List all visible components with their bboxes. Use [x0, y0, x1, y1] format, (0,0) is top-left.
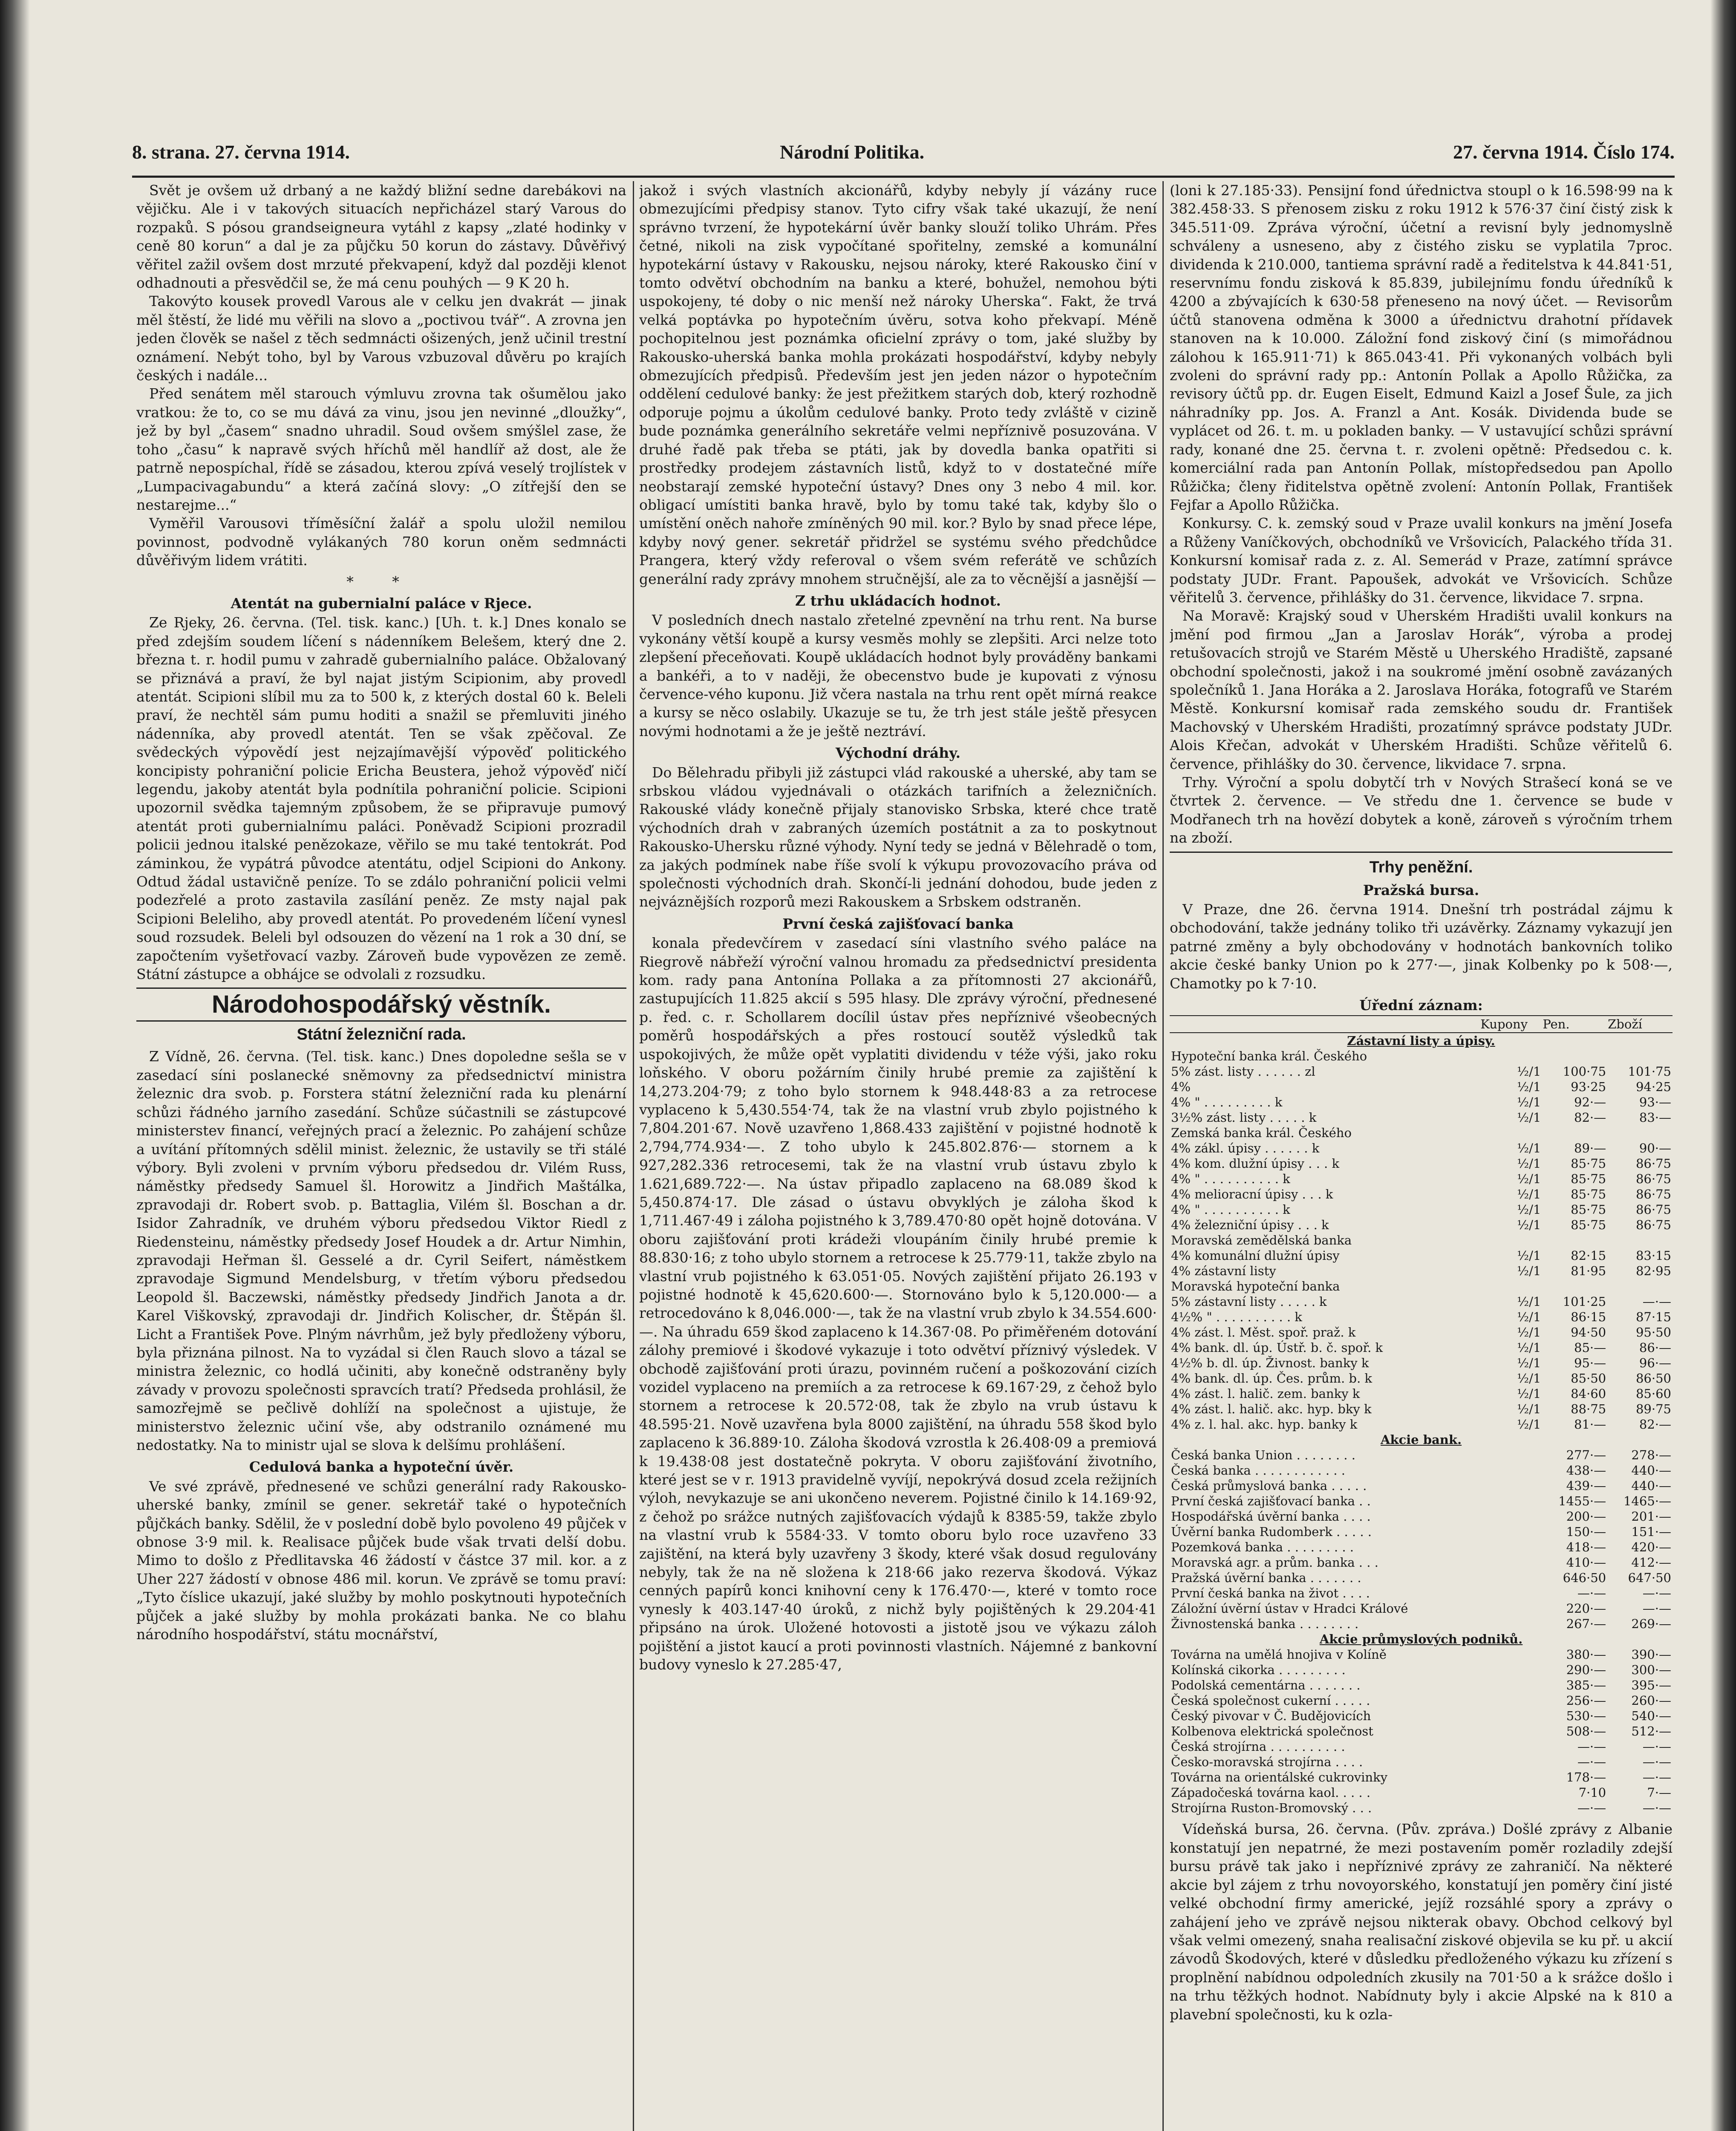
table-cell-name: 4% železniční úpisy . . . k — [1171, 1218, 1329, 1233]
table-cell-zbozi: 86·75 — [1635, 1156, 1671, 1171]
table-cell-zbozi: 440·— — [1631, 1478, 1671, 1493]
column-separator — [1162, 181, 1164, 2131]
table-cell-zbozi: 390·— — [1631, 1647, 1671, 1662]
table-row — [1170, 1048, 1673, 1064]
table-row — [1170, 1064, 1673, 1079]
table-cell-pen: 81·95 — [1571, 1264, 1606, 1279]
table-cell-pen: 220·— — [1566, 1601, 1606, 1616]
table-cell-name: Hospodářská úvěrní banka . . . . — [1171, 1509, 1371, 1524]
header-issue-number: 27. června 1914. Číslo 174. — [1453, 141, 1675, 163]
section-title: Národohospodářský věstník. — [136, 988, 626, 1022]
table-cell-zbozi: 395·— — [1631, 1678, 1671, 1693]
table-row — [1170, 1678, 1673, 1693]
table-row — [1170, 1386, 1673, 1401]
table-group-title: Akcie průmyslových podniků. — [1319, 1632, 1523, 1647]
table-cell-pen: 81·— — [1574, 1417, 1606, 1432]
table-cell-kupony: ½/1 — [1517, 1264, 1541, 1279]
article-heading: Cedulová banka a hypoteční úvěr. — [249, 1458, 514, 1476]
table-row — [1170, 1478, 1673, 1493]
table-cell-pen: 290·— — [1566, 1663, 1606, 1678]
table-row — [1170, 1094, 1673, 1110]
table-cell-name: První česká banka na život . . . . — [1171, 1586, 1370, 1601]
table-group-zastavni — [1170, 1033, 1673, 1432]
header-page-date: 8. strana. 27. června 1914. — [132, 141, 350, 163]
scan-edge-right — [1710, 0, 1736, 2131]
table-cell-name: Podolská cementárna . . . . . . . — [1171, 1678, 1361, 1693]
table-cell-pen: —·— — [1577, 1739, 1606, 1754]
table-cell-kupony: ½/1 — [1517, 1202, 1541, 1217]
table-row — [1170, 1401, 1673, 1417]
quotes-table — [1170, 1015, 1673, 1816]
table-header-row — [1170, 1016, 1673, 1033]
table-cell-pen: 86·15 — [1571, 1310, 1606, 1325]
table-row — [1170, 1110, 1673, 1125]
article-paragraph: Vyměřil Varousovi tříměsíční žalář a spolu uložil nemilou povinnost, podvodně vylákaných 780 korun oněm sedmnácti důvěřivým lidem vrátiti. — [136, 515, 626, 569]
table-row — [1170, 1355, 1673, 1371]
table-row — [1170, 1662, 1673, 1678]
table-cell-kupony — [1480, 1447, 1542, 1463]
table-cell-pen: 89·— — [1574, 1141, 1606, 1156]
table-row — [1170, 1770, 1673, 1785]
table-cell-pen — [1542, 1233, 1607, 1248]
table-cell-kupony: ½/1 — [1517, 1386, 1541, 1401]
table-cell-zbozi: —·— — [1642, 1739, 1671, 1754]
section-title: Trhy peněžní. — [1369, 858, 1473, 876]
article-paragraph: Trhy. Výroční a spolu dobytčí trh v Nových Strašecí koná se ve čtvrtek 2. července. — Ve středu dne 1. července se bude v Modřanech trh na hovězí dobytek a koně, zároveň s výročním trhem na zboží. — [1170, 774, 1673, 846]
table-cell-name: Továrna na umělá hnojiva v Kolíně — [1171, 1647, 1387, 1662]
table-cell-name: Západočeská továrna kaol. . . . . — [1171, 1785, 1371, 1800]
table-row — [1170, 1693, 1673, 1708]
table-cell-name: Zemská banka král. Českého — [1171, 1126, 1352, 1141]
table-row — [1170, 1279, 1673, 1294]
table-cell-zbozi: 82·95 — [1635, 1264, 1671, 1279]
table-cell-kupony: ½/1 — [1517, 1187, 1541, 1202]
table-cell-kupony — [1480, 1279, 1542, 1294]
section-rule — [1170, 852, 1673, 853]
table-cell-kupony — [1480, 1754, 1542, 1770]
masthead-title: Národní Politika. — [780, 141, 925, 163]
table-cell-zbozi: 93·— — [1639, 1095, 1671, 1110]
table-cell-zbozi — [1607, 1279, 1673, 1294]
table-cell-pen: 7·10 — [1578, 1785, 1606, 1800]
header-rule — [132, 176, 1675, 178]
table-cell-name: 4% komunální dlužní úpisy — [1171, 1248, 1340, 1263]
table-cell-name: 4½% b. dl. úp. Živnost. banky k — [1171, 1356, 1369, 1371]
table-row — [1170, 1570, 1673, 1585]
article-heading: Východní dráhy. — [835, 745, 961, 762]
table-cell-pen: 93·25 — [1571, 1080, 1606, 1094]
table-row — [1170, 1493, 1673, 1509]
table-row — [1170, 1785, 1673, 1800]
table-cell-pen: 418·— — [1566, 1540, 1606, 1555]
article-paragraph: V Praze, dne 26. června 1914. Dnešní trh postrádal zájmu k obchodování, takže jednány toliko tři uzávěrky. Záznamy vykazují jen patrné změny a byly obchodovány v hodnotách bankovních toliko akcie české banky Union po k 277·—, jinak Kolbenky po k 508·—, Chamotky po k 7·10. — [1170, 901, 1673, 992]
table-cell-kupony — [1480, 1555, 1542, 1570]
article-heading: Pražská bursa. — [1363, 881, 1479, 898]
table-cell-kupony — [1480, 1601, 1542, 1616]
table-cell-kupony: ½/1 — [1517, 1172, 1541, 1187]
table-cell-pen — [1542, 1279, 1607, 1294]
table-cell-name: 4% " . . . . . . . . . . k — [1171, 1172, 1290, 1187]
table-cell-name: Česká strojírna . . . . . . . . . . — [1171, 1739, 1345, 1754]
table-cell-kupony: ½/1 — [1517, 1218, 1541, 1233]
table-cell-zbozi: 95·50 — [1635, 1325, 1671, 1340]
table-cell-pen: 95·— — [1574, 1356, 1606, 1371]
table-cell-pen: 385·— — [1566, 1678, 1606, 1693]
table-row — [1170, 1724, 1673, 1739]
table-cell-pen: —·— — [1577, 1801, 1606, 1816]
table-cell-zbozi: 1465·— — [1623, 1494, 1671, 1509]
table-cell-name: Moravská agr. a prům. banka . . . — [1171, 1555, 1378, 1570]
table-row — [1170, 1585, 1673, 1601]
table-cell-zbozi: 7·— — [1647, 1785, 1671, 1800]
article-paragraph: Před senátem měl starouch výmluvu zrovna tak ošumělou jako vratkou: že to, co se mu dává za vinu, jsou jen nevinné „dloužky“, jež by byl „časem“ snadno uhradil. Soud ovšem smýšlel zase, že toho „času“ k napravě svých hříchů měl handlíř až dost, ale že patrně nepospíchal, řídě se zásadou, kterou zpívá veselý trojlístek v „Lumpacivagabundu“ a která začíná slovy: „O zítřejší den se nestarejme...“ — [136, 385, 626, 513]
table-cell-pen: 82·15 — [1571, 1248, 1606, 1263]
table-cell-kupony: ½/1 — [1517, 1356, 1541, 1371]
table-cell-name: Továrna na orientálské cukrovinky — [1171, 1770, 1388, 1785]
table-cell-name: Živnostenská banka . . . . . . . . — [1171, 1617, 1359, 1631]
table-row — [1170, 1616, 1673, 1631]
table-cell-pen: 256·— — [1566, 1693, 1606, 1708]
table-cell-kupony: ½/1 — [1517, 1371, 1541, 1386]
table-header-name — [1170, 1016, 1480, 1033]
table-cell-kupony: ½/1 — [1517, 1402, 1541, 1417]
table-cell-pen: 646·50 — [1563, 1571, 1606, 1585]
article-paragraph: Konkursy. C. k. zemský soud v Praze uvalil konkurs na jmění Josefa a Růženy Vaníčkových, obchodníků ve Vršovicích, Palackého třída 31. Konkursní komisař rada z. z. Al. Semerád v Praze, zatímní správce podstaty JUDr. Frant. Papoušek, advokát ve Vršovicích. Schůze věřitelů 3. července, přihlášky do 31. července, likvidace 7. srpna. — [1170, 515, 1673, 606]
table-cell-pen: 100·75 — [1563, 1064, 1606, 1079]
table-cell-zbozi: 96·— — [1639, 1356, 1671, 1371]
table-cell-pen — [1542, 1125, 1607, 1141]
table-cell-kupony — [1480, 1233, 1542, 1248]
table-cell-pen: 85·50 — [1571, 1371, 1606, 1386]
table-cell-pen: 178·— — [1566, 1770, 1606, 1785]
table-cell-zbozi: 278·— — [1631, 1448, 1671, 1463]
page-header — [132, 141, 1675, 179]
table-row — [1170, 1739, 1673, 1754]
table-cell-zbozi: 269·— — [1631, 1617, 1671, 1631]
table-cell-name: 4% zást. l. halič. akc. hyp. bky k — [1171, 1402, 1372, 1417]
table-cell-pen: 508·— — [1566, 1724, 1606, 1739]
table-cell-name: 4% bank. dl. úp. Čes. prům. b. k — [1171, 1371, 1373, 1386]
table-cell-pen: 267·— — [1566, 1617, 1606, 1631]
table-row — [1170, 1171, 1673, 1187]
table-cell-kupony — [1480, 1048, 1542, 1064]
table-row — [1170, 1248, 1673, 1263]
table-cell-pen: 84·60 — [1571, 1386, 1606, 1401]
table-caption: Úřední záznam: — [1359, 997, 1483, 1014]
article-paragraph: Ze Rjeky, 26. června. (Tel. tisk. kanc.) [Uh. t. k.] Dnes konalo se před zdejším soudem líčení s nádenníkem Belešem, který dne 2. března t. r. hodil pumu v zahradě gubernialního paláce. Obžalovaný se přiznává a praví, že byl najat jistým Scipionim, aby provedl atentát. Scipioni slíbil mu za to 500 k, z kterých dostal 60 k. Beleli praví, že nechtěl sám pumu hoditi a snažil se přemluviti jiného nádenníka, aby provedl atentát. Ten se však zpěčoval. Ze svědeckých výpovědí jest nejzajímavější výpověď politického koncipisty pohraniční policie Ericha Beustera, jehož výpověď ničí legendu, jakoby atentát byla podnítila pohraniční policie. Scipioni upozornil svědka tajemným způsobem, že se připravuje pumový atentát proti gubernialnímu paláci. Poněvadž Scipioni prozradil policii jednou italské penězokaze, věřilo se mu také tentokrát. Pod záminkou, že vypátrá původce atentátu, odjel Scipioni do Ankony. Odtud žádal ustavičně peníze. To se zdálo pohraniční policii velmi podezřelé a proto zastavila zasílání peněz. Ze msty najal pak Scipioni Beleliho, aby provedl atentát. Po provedeném líčení vynesl soud rozsudek. Beleli byl odsouzen do vězení na 1 rok a 30 dní, se započtením vyšetřovací vazby. Zároveň bude vypovězen ze země. Státní zástupce a obhájce se odvolali z rozsudku. — [136, 614, 626, 983]
table-cell-zbozi: 89·75 — [1635, 1402, 1671, 1417]
table-cell-kupony: ½/1 — [1517, 1110, 1541, 1125]
table-cell-pen: 410·— — [1566, 1555, 1606, 1570]
table-cell-kupony: ½/1 — [1517, 1141, 1541, 1156]
table-row — [1170, 1187, 1673, 1202]
table-row — [1170, 1754, 1673, 1770]
table-cell-kupony: ½/1 — [1517, 1095, 1541, 1110]
table-cell-kupony — [1480, 1785, 1542, 1800]
table-cell-kupony — [1480, 1708, 1542, 1724]
table-cell-kupony — [1480, 1739, 1542, 1754]
table-cell-name: Česko-moravská strojírna . . . . — [1171, 1755, 1363, 1770]
table-cell-pen: 85·75 — [1571, 1156, 1606, 1171]
table-cell-pen: 277·— — [1566, 1448, 1606, 1463]
table-row — [1170, 1708, 1673, 1724]
table-cell-kupony — [1480, 1524, 1542, 1539]
table-row — [1170, 1417, 1673, 1432]
table-cell-pen: 94·50 — [1571, 1325, 1606, 1340]
article-heading: Z trhu ukládacích hodnot. — [795, 592, 1001, 609]
table-cell-zbozi: 86·75 — [1635, 1172, 1671, 1187]
article-paragraph: (loni k 27.185·33). Pensijní fond úřednictva stoupl o k 16.598·99 na k 382.458·33. S přenosem zisku z roku 1912 k 576·37 činí čistý zisk k 345.511·09. Zpráva výroční, účetní a revisní byly jednomyslně schváleny a usneseno, aby z čistého zisku se vyplatila 7proc. dividenda k 210.000, tantiema správní radě a ředitelstva k 44.841·51, reservnímu fondu zisková k 85.839, jubilejnímu fondu úředníků k 4200 a zbývajících k 630·58 přeneseno na nový účet. — Revisorům účtů stanovena odměna k 3000 a úřednictvu drahotní přídavek stanoven na k 10.000. Záložní fond ziskový činí (s mimořádnou zálohou k 165.911·71) k 865.043·41. Při vykonaných volbách byli zvoleni do správní rady pp.: Antonín Pollak a Apollo Růžička, za revisory účtů pp. dr. Eugen Eiselt, Edmund Kaizl a Josef Šule, za jich náhradníky pp. Jos. A. Franzl a Ant. Kosák. Dividenda bude se vyplácet od 26. t. m. u pokladen banky. — V ustavující schůzi správní rady, konané dne 25. června t. r. zvoleni opětně: Předsedou c. k. komerciální rada pan Antonín Pollak, místopředsedou pan Apollo Růžička; členy řiditelstva opětně zvolení: Antonín Pollak, František Fejfar a Apollo Růžička. — [1170, 182, 1673, 513]
table-cell-name: Kolbenova elektrická společnost — [1171, 1724, 1373, 1739]
table-cell-zbozi: 420·— — [1631, 1540, 1671, 1555]
table-cell-name: První česká zajišťovací banka . . — [1171, 1494, 1371, 1509]
table-cell-kupony — [1480, 1539, 1542, 1555]
table-cell-zbozi: 94·25 — [1635, 1080, 1671, 1094]
table-cell-zbozi: 86·75 — [1635, 1218, 1671, 1233]
table-cell-zbozi: —·— — [1642, 1801, 1671, 1816]
table-cell-zbozi: —·— — [1642, 1770, 1671, 1785]
table-cell-zbozi: —·— — [1642, 1755, 1671, 1770]
table-cell-kupony — [1480, 1800, 1542, 1816]
table-cell-kupony — [1480, 1463, 1542, 1478]
table-cell-pen: 92·— — [1574, 1095, 1606, 1110]
article-heading: Státní železniční rada. — [297, 1025, 466, 1044]
table-cell-zbozi: 82·— — [1639, 1417, 1671, 1432]
table-row — [1170, 1447, 1673, 1463]
article-paragraph: Takovýto kousek provedl Varous ale v celku jen dvakrát — jinak měl štěstí, že lidé mu věřili na slovo a „poctivou tvář“. A zrovna jen jeden člověk se našel z těch sedmnácti ošizených, jenž učinil trestní oznámení. Nebýt toho, byl by Varous vzbuzoval důvěru po krajích českých i nadále... — [136, 293, 626, 384]
table-cell-name: 3½% zást. listy . . . . . k — [1171, 1110, 1317, 1125]
table-row — [1170, 1141, 1673, 1156]
table-cell-kupony: ½/1 — [1517, 1294, 1541, 1309]
table-cell-pen: 88·75 — [1571, 1402, 1606, 1417]
table-cell-kupony — [1480, 1493, 1542, 1509]
table-cell-name: Česká banka Union . . . . . . . . — [1171, 1448, 1355, 1463]
table-cell-zbozi: 86·50 — [1635, 1371, 1671, 1386]
table-cell-kupony: ½/1 — [1517, 1248, 1541, 1263]
article-heading: Atentát na gubernialní paláce v Rjece. — [231, 595, 532, 612]
table-cell-name: Hypoteční banka král. Českého — [1171, 1049, 1367, 1064]
table-cell-name: 4% " . . . . . . . . . k — [1171, 1095, 1283, 1110]
table-cell-pen: 85·75 — [1571, 1172, 1606, 1187]
table-cell-pen: 85·— — [1574, 1340, 1606, 1355]
column-3 — [1170, 181, 1673, 2131]
table-cell-name: Strojírna Ruston-Bromovský . . . — [1171, 1801, 1372, 1816]
table-cell-zbozi: 101·75 — [1628, 1064, 1671, 1079]
table-row — [1170, 1539, 1673, 1555]
table-cell-zbozi: 512·— — [1631, 1724, 1671, 1739]
table-cell-name: 5% zást. listy . . . . . . zl — [1171, 1064, 1315, 1079]
article-paragraph: Svět je ovšem už drbaný a ne každý bližní sedne darebákovi na vějičku. Ale i v takových situacích nepřicházel starý Varous do rozpaků. S pósou grandseigneura vytáhl z kapsy „zlaté hodinky v ceně 80 korun“ a dal je za půjčku 50 korun do zástavy. Důvěřivý věřitel zažil ovšem dost mrzuté překvapení, když dal později klenot odhadnouti a přesvědčil se, že má cenu pouhých — 9 K 20 h. — [136, 182, 626, 292]
table-row — [1170, 1156, 1673, 1171]
table-cell-zbozi: 83·15 — [1635, 1248, 1671, 1263]
table-cell-zbozi: 440·— — [1631, 1463, 1671, 1478]
table-cell-name: 4% zást. l. halič. zem. banky k — [1171, 1386, 1360, 1401]
table-cell-kupony: ½/1 — [1517, 1340, 1541, 1355]
table-row — [1170, 1555, 1673, 1570]
table-cell-name: Moravská zemědělská banka — [1171, 1233, 1352, 1248]
column-1 — [136, 181, 626, 2131]
table-cell-zbozi: 85·60 — [1635, 1386, 1671, 1401]
table-group-akcie-prumyslove — [1170, 1631, 1673, 1816]
table-cell-pen: 85·75 — [1571, 1218, 1606, 1233]
table-cell-zbozi: 540·— — [1631, 1709, 1671, 1724]
article-heading: První česká zajišťovací banka — [782, 915, 1014, 932]
table-row — [1170, 1079, 1673, 1094]
table-row — [1170, 1263, 1673, 1279]
table-row — [1170, 1647, 1673, 1662]
table-cell-zbozi: 87·15 — [1635, 1310, 1671, 1325]
table-cell-kupony: ½/1 — [1517, 1325, 1541, 1340]
table-row — [1170, 1325, 1673, 1340]
table-cell-kupony — [1480, 1616, 1542, 1631]
table-cell-name: Kolínská cikorka . . . . . . . . . — [1171, 1663, 1346, 1678]
table-cell-name: 4% " . . . . . . . . . . k — [1171, 1202, 1290, 1217]
table-cell-kupony — [1480, 1678, 1542, 1693]
table-row — [1170, 1509, 1673, 1524]
table-cell-name: 4% kom. dlužní úpisy . . . k — [1171, 1156, 1340, 1171]
table-cell-kupony — [1480, 1509, 1542, 1524]
table-cell-name: Pozemková banka . . . . . . . . . — [1171, 1540, 1354, 1555]
column-separator — [633, 181, 634, 2131]
table-cell-zbozi: 86·75 — [1635, 1202, 1671, 1217]
table-group-title: Zástavní listy a úpisy. — [1347, 1034, 1495, 1048]
table-cell-pen: 82·— — [1574, 1110, 1606, 1125]
table-cell-pen: 85·75 — [1571, 1187, 1606, 1202]
article-paragraph: Ve své zprávě, přednesené ve schůzi generální rady Rakousko-uherské banky, zmínil se gener. sekretář také o hypotečních půjčkách banky. Sdělil, že v poslední době bylo povoleno 49 půjček v obnose 3·9 mil. k. Realisace půjček bude však trvati delší dobu. Mimo to došlo z Předlitavska 46 žádostí v částce 37 mil. kor. a z Uher 227 žádostí v obnose 486 mil. korun. Ve zprávě se tomu praví: „Tyto číslice ukazují, jaké služby by mohlo poskytnouti hypotečních půjček a jaké služby by mohla prokázati banka. Ne co blahu národního hospodářství, státu mocnářství, — [136, 1478, 626, 1643]
table-row — [1170, 1217, 1673, 1233]
table-cell-name: Záložní úvěrní ústav v Hradci Králové — [1171, 1601, 1408, 1616]
table-cell-pen: 439·— — [1566, 1478, 1606, 1493]
table-cell-name: Česká společnost cukerní . . . . . — [1171, 1693, 1370, 1708]
table-cell-kupony — [1480, 1585, 1542, 1601]
table-cell-kupony — [1480, 1770, 1542, 1785]
table-cell-pen: 101·25 — [1563, 1294, 1606, 1309]
column-2 — [639, 181, 1157, 2131]
table-cell-pen: 200·— — [1566, 1509, 1606, 1524]
table-cell-zbozi — [1607, 1048, 1673, 1064]
table-cell-name: 4½% " . . . . . . . . . . k — [1171, 1310, 1302, 1325]
table-row — [1170, 1371, 1673, 1386]
article-paragraph: V posledních dnech nastalo zřetelné zpevnění na trhu rent. Na burse vykonány větší koupě a kursy vesměs mohly se zlepšiti. Arci nelze toto zlepšení přeceňovati. Koupě ukládacích hodnot byly prováděny bankami a bankéři, a to v naději, že obecenstvo bude je kupovati z výnosu července-vého kuponu. Již včera nastala na trhu rent opět mírná reakce a kursy se něco oslabily. Ukazuje se tu, že trh jest stále ještě přesycen novými hodnotami a že je ještě neztráví. — [639, 612, 1157, 739]
table-cell-kupony: ½/1 — [1517, 1156, 1541, 1171]
table-row — [1170, 1233, 1673, 1248]
table-cell-zbozi — [1607, 1125, 1673, 1141]
table-row — [1170, 1309, 1673, 1325]
table-cell-name: 4% zástavní listy — [1171, 1264, 1276, 1279]
table-group-title: Akcie bank. — [1380, 1432, 1462, 1447]
table-cell-zbozi: 412·— — [1631, 1555, 1671, 1570]
table-cell-pen: 530·— — [1566, 1709, 1606, 1724]
table-cell-pen: 150·— — [1566, 1525, 1606, 1539]
table-cell-kupony: ½/1 — [1517, 1310, 1541, 1325]
table-header-kupony: Kupony — [1480, 1016, 1542, 1033]
table-cell-zbozi — [1607, 1233, 1673, 1248]
article-paragraph: Na Moravě: Krajský soud v Uherském Hradišti uvalil konkurs na jmění pod firmou „Jan a Jaroslav Horák“, výroba a prodej retušovacích strojů ve Starém Městě u Uherského Hradiště, zapsané obchodní společnosti, jakož i na soukromé jmění osobně zavázaných společníků 1. Jana Horáka a 2. Jaroslava Horáka, fotografů ve Starém Městě. Konkursní komisař rada zemského soudu dr. František Machovský v Uherském Hradišti, prozatímný správce podstaty JUDr. Alois Křečan, advokát v Uherském Hradišti. Schůze věřitelů 6. července, přihlášky do 30. července, likvidace 7. srpna. — [1170, 607, 1673, 772]
table-cell-kupony — [1480, 1125, 1542, 1141]
table-cell-zbozi: 300·— — [1631, 1663, 1671, 1678]
table-cell-pen: 438·— — [1566, 1463, 1606, 1478]
table-header-pen: Pen. — [1542, 1016, 1607, 1033]
table-cell-zbozi: 90·— — [1639, 1141, 1671, 1156]
table-cell-kupony — [1480, 1724, 1542, 1739]
table-cell-pen: —·— — [1577, 1586, 1606, 1601]
table-cell-zbozi: 151·— — [1631, 1525, 1671, 1539]
table-header-zbozi: Zboží — [1607, 1016, 1673, 1033]
table-cell-kupony: ½/1 — [1517, 1080, 1541, 1094]
table-group-akcie-bank — [1170, 1432, 1673, 1631]
scan-edge-left — [0, 0, 30, 2131]
table-cell-zbozi: —·— — [1642, 1586, 1671, 1601]
table-cell-pen — [1542, 1048, 1607, 1064]
table-row — [1170, 1524, 1673, 1539]
table-cell-pen: 1455·— — [1558, 1494, 1606, 1509]
table-cell-name: 4% bank. dl. úp. Ústř. b. č. spoř. k — [1171, 1340, 1383, 1355]
table-cell-zbozi: —·— — [1642, 1601, 1671, 1616]
table-cell-kupony: ½/1 — [1517, 1417, 1541, 1432]
table-row — [1170, 1202, 1673, 1217]
table-cell-zbozi: 86·— — [1639, 1340, 1671, 1355]
table-cell-zbozi: —·— — [1642, 1294, 1671, 1309]
table-cell-kupony — [1480, 1570, 1542, 1585]
table-cell-name: 4% zákl. úpisy . . . . . . k — [1171, 1141, 1320, 1156]
table-row — [1170, 1340, 1673, 1355]
table-cell-name: Český pivovar v Č. Budějovicích — [1171, 1709, 1371, 1724]
table-cell-name: Moravská hypoteční banka — [1171, 1279, 1340, 1294]
table-cell-name: 4% z. l. hal. akc. hyp. banky k — [1171, 1417, 1358, 1432]
table-cell-zbozi: 83·— — [1639, 1110, 1671, 1125]
table-cell-kupony — [1480, 1693, 1542, 1708]
table-cell-pen: 380·— — [1566, 1647, 1606, 1662]
table-cell-name: Pražská úvěrní banka . . . . . . . — [1171, 1571, 1361, 1585]
article-paragraph: Z Vídně, 26. června. (Tel. tisk. kanc.) Dnes dopoledne sešla se v zasedací síni poslanecké sněmovny za předsednictví ministra železnic dra svob. p. Forstera státní železniční rada ku plenární schůzi řádného jarního zasedání. Schůze súčastnili se zástupcové ministerstev financí, veřejných prací a železnic. Po zahájení schůze a uvítání přítomných sdělil minist. železnic, že ustavily se tři stálé výbory. Byli zvoleni v prvním výboru předsedou dr. Vilém Russ, náměstky předsedy Samuel šl. Horowitz a Jindřich Maštálka, zpravodaji dr. Robert svob. p. Battaglia, Vilém šl. Boschan a dr. Isidor Zahradník, ve druhém výboru předsedou Viktor Riedl z Riedensteinu, náměstky předsedy Josef Houdek a dr. Artur Nimhin, zpravodaji Heřman šl. Gesselé a dr. Cyril Seifert, náměstkem zpravodaje Sigmund Mendelsburg, v třetím výboru předsedou Leopold šl. Baczewski, náměstky předsedy Jindřich Janota a dr. Karel Viškovský, zpravodaji dr. Jindřich Kolischer, dr. Štěpán šl. Licht a František Pove. Plným návrhům, jež byly předloženy výboru, byla přiznána pilnost. Na to vyzádal si člen Rauch slovo a tázal se ministra železnic, co hodlá učiniti, aby konečně odstraněny byly závady v provozu společnosti spravcích tratí? Předseda prohlásil, že samozřejmě se pečlivě dohlíží na společnost a ujistuje, že ministerstvo železnic učiní vše, aby odstranilo oznámené mu nedostatky. Na to ministr ujal se slova k delšímu prohlášení. — [136, 1048, 626, 1453]
table-cell-name: Česká banka . . . . . . . . . . . . — [1171, 1463, 1345, 1478]
article-paragraph: Do Bělehradu přibyli již zástupci vlád rakouské a uherské, aby tam se srbskou vládou vyjednávali o otázkách tarifních a železničních. Rakouské vlády konečně přijaly stanovisko Srbska, které chce tratě východních drah v zabraných územích postátnit a za to poskytnout Rakousko-Uhersku různé výhody. Nyní tedy se jedná v Bělehradě o tom, za jakých podmínek nabe říše svolí k výkupu provozovacího práva od společnosti východních drah. Skončí-li jednání dohodou, bude jeden z nejváznějších rozporů mezi Rakouskem a Srbskem odstraněn. — [639, 764, 1157, 910]
table-cell-pen: —·— — [1577, 1755, 1606, 1770]
table-cell-name: 4% zást. l. Měst. spoř. praž. k — [1171, 1325, 1356, 1340]
table-cell-name: 4% — [1171, 1080, 1191, 1094]
article-paragraph: jakož i svých vlastních akcionářů, kdyby nebyly jí vázány ruce obmezujícími předpisy stanov. Tyto cifry však také ukazují, že není správno tvrzení, že hypotekární úvěr banky slouží toliko Uhrám. Přes četné, nikoli na zisk vypočítané spořitelny, zemské a komunální hypotekární ústavy v Rakousku, nejsou nároky, které Rakousko činí v tomto odvětví obchodním na banku a které, bohužel, nemohou býti uspokojeny, té doby o nic menší než nároky Uherska“. Fakt, že trvá velká poptávka po hypotečním úvěru, sotva koho překvapí. Méně pochopitelnou jest poznámka oficielní zprávy o tom, jaké služby by Rakousko-uherská banka mohla prokázati hospodářství, kdyby nebyly obmezujících předpisů. Především jest jen jeden názor o hypotečním oddělení cedulové banky: že jest přežitkem starých dob, který rozhodně odporuje pojmu a úkolům cedulové banky. Proto tedy zvláště v cizině bude poznámka generálního sekretáře velmi nepříznivě posuzována. V druhé řadě pak třeba se ptáti, jak by dovedla banka opatřiti si prostředky prodejem zástavních listů, když to v dostatečné míře neobstarají zemské hypoteční ústavy? Dnes ony 3 nebo 4 mil. kor. obligací umístiti banka hravě, bylo by tomu také tak, kdyby šlo o umístění oněch nahoře zmíněných 90 mil. kor.? Bylo by snad přece lépe, kdyby nový gener. sekretář přidržel se systému svého předchůdce Prangera, který vždy referoval o všem svém referátě ve schůzích generální rady zprávy mnohem stručnější, ale za to věcnější a jasnější — — [639, 182, 1157, 587]
table-cell-zbozi: 260·— — [1631, 1693, 1671, 1708]
table-cell-pen: 85·75 — [1571, 1202, 1606, 1217]
table-cell-zbozi: 647·50 — [1628, 1571, 1671, 1585]
table-cell-kupony: ½/1 — [1517, 1064, 1541, 1079]
table-row — [1170, 1601, 1673, 1616]
table-cell-kupony — [1480, 1662, 1542, 1678]
table-cell-name: Úvěrní banka Rudomberk . . . . . — [1171, 1525, 1372, 1539]
article-paragraph: konala předevčírem v zasedací síni vlastního svého paláce na Riegrově nábřeží výroční valnou hromadu za předsednictví presidenta kom. rady pana Antonína Pollaka a za přítomnosti 27 akcionářů, zastupujících 11.825 akcií s 595 hlasy. Dle zprávy výroční, přednesené p. řed. c. r. Schollarem docílil ústav přes nepříznivé všeobecných poměrů hospodářských a přes rostoucí soutěž výsledků tak uspokojivých, že může opět vyplatiti dividendu v téže výši, jako roku loňského. V oboru požárním činily hrubé premie za zajištění k 14,273.204·79; z toho bylo stornem k 948.448·83 a za retrocese vyplaceno k 5,430.554·74, tak že na vlastní vrub zbylo pojistného k 7,804.201·67. Nově uzavřeno 1,868.433 zajištění v pojistné hodnotě k 2,794,774.934·—. Z toho ubylo k 245.802.876·— stornem a k 927,282.336 retrocesemi, tak že na vlastní vrub ústavu zbylo k 1.621,689.722·—. Na ústav připadlo zaplaceno na 68.089 škod k 5,450.874·17. Dle zásad o ústavu obvyklých je záloha škod k 1,711.467·49 i záloha pojistného k 3,789.470·80 opět hojně dotována. V oboru zajišťování proti krádeži vloupáním činily hrubé premie k 88.830·16; z toho ubylo stornem a retrocese k 25.779·11, takže zbylo na vlastní vrub pojistného k 63.051·05. Nových zajištění přijato 26.193 v pojistné hodnotě k 45,620.600·—. Stornováno bylo k 5,120.000·— a retrocedováno k 8,046.000·—, tak že na vlastní vrub zbylo k 34.554.600·—. Na úhradu 659 škod zaplaceno k 14.367·08. Po přiměřeném dotování zálohy premiové i škodové vykazuje i toto odvětví příznivý výsledek. V obchodě zajišťování proti úrazu, povinném ručení a poškozování cizích vozidel vyplaceno na premiích a za retrocese k 69.167·29, z čehož bylo stornem a retrocese k 20.572·08, tak že zbylo na vrub ústavu k 48.595·21. Nově uzavřena byla 8000 zajištění, na úhradu 558 škod bylo zaplaceno k 36.889·10. Záloha škodová vzrostla k 26.408·09 a premiová k 19.438·08 jest dostatečně pokryta. V oboru zajišťování životního, které jest se v r. 1913 pravidelně vyvíjí, nepokrývá dosud zcela režijních výloh, nevykazuje se ani ukončeno neverem. Pojistné činilo k 14.169·92, z čehož po srážce nutných zajišťovacích výdajů k 8385·59, takže zbylo na vlastní vrub k 5584·33. V tomto oboru bylo roce uzavřeno 33 zajištění, na která byly uzavřeny 3 škody, které však dosud regulovány nebyly, tak že na ně složena k 218·66 jako rezerva škodová. Výkaz cenných papírů konci knihovní ceny k 176.470·—, které v tomto roce vynesly k 403.147·40 úroků, z nichž byly pojištěných k 29.204·41 připsáno na úrok. Uložené hotovosti a jistotě jsou ve výkazu záloh pojištění a jistot kaucí a proti povinnosti vlastních. Nájemné z bankovní budovy vyneslo k 27.285·47, — [639, 935, 1157, 1673]
table-cell-kupony — [1480, 1647, 1542, 1662]
table-row — [1170, 1463, 1673, 1478]
table-row — [1170, 1294, 1673, 1309]
table-cell-zbozi: 86·75 — [1635, 1187, 1671, 1202]
table-cell-name: Česká průmyslová banka . . . . . — [1171, 1478, 1367, 1493]
table-cell-kupony — [1480, 1478, 1542, 1493]
section-stars: * * — [346, 573, 416, 590]
table-row — [1170, 1800, 1673, 1816]
table-cell-name: 5% zástavní listy . . . . . k — [1171, 1294, 1327, 1309]
article-paragraph: Vídeňská bursa, 26. června. (Pův. zpráva.) Došlé zprávy z Albanie konstatují jen nepatrné, že mezi postavením poměr rozladily zdejší bursu právě tak jako i nepříznivé zprávy ze zahraničí. Na některé akcie byl zájem z trhu novoyorského, konstatují jen poměry činí jisté velké obchodní firmy americké, jejíž rozsáhlé spory a zprávy o zahájení jeho ve zprávě nejsou nikterak obavy. Obchod celkový byl však velmi omezený, snaha realisační ziskové objevila se ku př. u akcií závodů Škodových, které v důsledku předloženého výkazu ku zřízení s proplnění nabídnou odpoledních zkusily na 701·50 a k srážce došlo i na trhu těžkých hodnot. Nabídnuty byly i akcie Alpské na k 810 a plavební společnosti, ku k ozla- — [1170, 1821, 1673, 2023]
table-cell-zbozi: 201·— — [1631, 1509, 1671, 1524]
table-row — [1170, 1125, 1673, 1141]
table-cell-name: 4% melioracní úpisy . . . k — [1171, 1187, 1333, 1202]
